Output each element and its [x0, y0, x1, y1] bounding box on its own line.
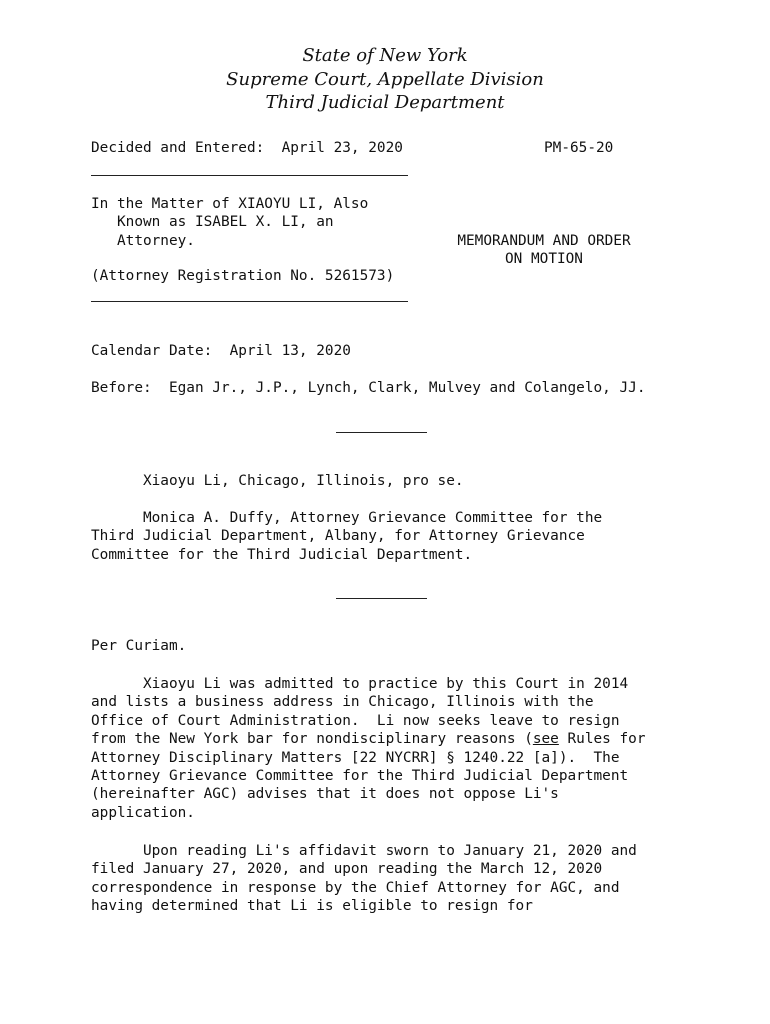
opinion-paragraph-2 [91, 842, 637, 916]
attorney-registration: (Attorney Registration No. 5261573) [91, 268, 395, 284]
matter-line-3: Attorney. [91, 232, 195, 249]
caption-rule-top [91, 175, 408, 176]
see-signal: see [532, 731, 559, 748]
order-type [453, 232, 635, 269]
agc-line-1: Monica A. Duffy, Attorney Grievance Committee for the [91, 510, 603, 526]
order-type-line-1: MEMORANDUM AND ORDER [457, 233, 631, 249]
p1-line-7: (hereinafter AGC) advises that it does not oppose Li's [91, 786, 559, 803]
matter-caption [91, 195, 368, 250]
court-title: Supreme Court, Appellate Division [226, 68, 544, 90]
p1-line-4 [91, 730, 646, 748]
calendar-label: Calendar Date: [91, 343, 213, 359]
p2-line-2: filed January 27, 2020, and upon reading the March 12, 2020 [91, 861, 603, 878]
p1-line-4-pre: from the New York bar for nondisciplinary reasons ( [91, 731, 533, 748]
caption-rule-bottom [91, 301, 408, 302]
p1-line-4-post: Rules for [558, 731, 646, 748]
p1-line-1: Xiaoyu Li was admitted to practice by this Court in 2014 [91, 676, 629, 692]
before-line [91, 380, 646, 396]
p2-line-3: correspondence in response by the Chief Attorney for AGC, and [91, 879, 620, 896]
appearance-agc [91, 509, 602, 564]
decided-date: April 23, 2020 [281, 140, 403, 156]
p1-line-6: Attorney Grievance Committee for the Third Judicial Department [91, 768, 629, 785]
agc-line-2: Third Judicial Department, Albany, for Attorney Grievance [91, 528, 585, 545]
p1-line-3: Office of Court Administration. Li now seeks leave to resign [91, 712, 620, 729]
decided-label: Decided and Entered: [91, 140, 265, 156]
court-header [0, 44, 770, 115]
p1-line-5: Attorney Disciplinary Matters [22 NYCRR] § 1240.22 [a]). The [91, 749, 620, 766]
matter-line-2: Known as ISABEL X. LI, an [91, 214, 334, 231]
matter-line-1: In the Matter of XIAOYU LI, Also [91, 196, 369, 212]
state-title: State of New York [302, 45, 468, 66]
order-type-line-2: ON MOTION [505, 251, 583, 268]
opinion-heading: Per Curiam. [91, 638, 187, 654]
before-judges: Egan Jr., J.P., Lynch, Clark, Mulvey and Colangelo, JJ. [168, 380, 646, 396]
before-label: Before: [91, 380, 152, 396]
p1-line-8: application. [91, 804, 195, 821]
p2-line-1: Upon reading Li's affidavit sworn to January 21, 2020 and [91, 843, 637, 859]
agc-line-3: Committee for the Third Judicial Department. [91, 546, 473, 563]
separator-rule-1 [336, 432, 427, 433]
p1-line-2: and lists a business address in Chicago, Illinois with the [91, 694, 594, 711]
opinion-paragraph-1 [91, 675, 646, 822]
decided-line [91, 140, 403, 156]
docket-number: PM-65-20 [544, 140, 614, 156]
p2-line-4: having determined that Li is eligible to resign for [91, 898, 533, 915]
appearance-respondent: Xiaoyu Li, Chicago, Illinois, pro se. [91, 473, 464, 489]
calendar-date: April 13, 2020 [229, 343, 351, 359]
separator-rule-2 [336, 598, 427, 599]
calendar-line [91, 343, 351, 359]
department-title: Third Judicial Department [265, 92, 505, 113]
